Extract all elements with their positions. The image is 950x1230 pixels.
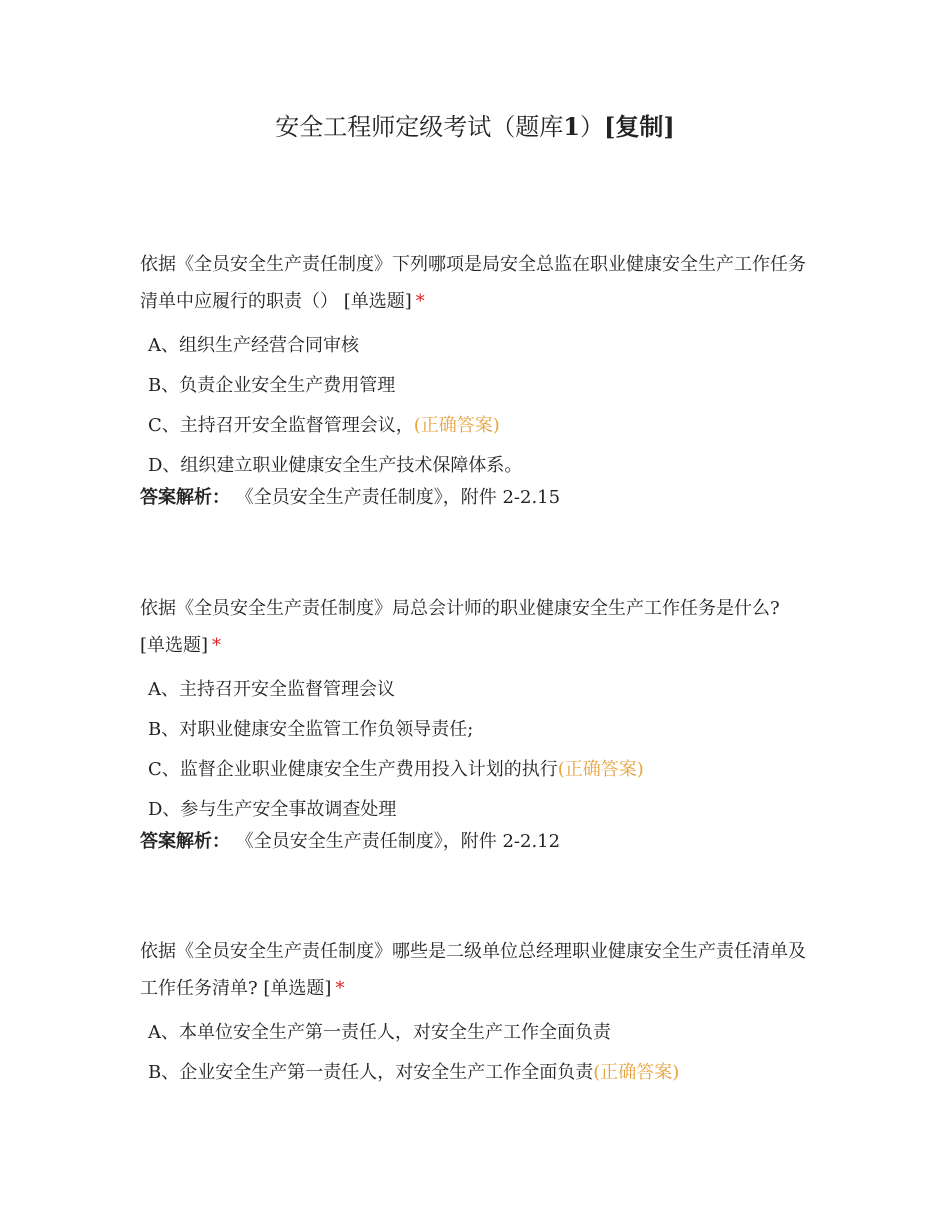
required-mark: * <box>335 978 345 999</box>
analysis-text: 《全员安全生产责任制度》，附件 2-2.15 <box>235 487 561 508</box>
analysis-text: 《全员安全生产责任制度》，附件 2-2.12 <box>235 831 561 852</box>
question-type: [单选题] <box>140 635 209 656</box>
option-text: B、企业安全生产第一责任人，对安全生产工作全面负责 <box>148 1062 594 1083</box>
question-type: [单选题] <box>263 978 332 999</box>
analysis-label: 答案解析： <box>140 831 230 852</box>
required-mark: * <box>212 635 222 656</box>
option-a <box>140 670 820 710</box>
question-type: [单选题] <box>343 291 412 312</box>
title-close-paren: ） <box>579 113 604 141</box>
title-suffix: [复制] <box>603 112 675 141</box>
question-stem: 依据《全员安全生产责任制度》局总会计师的职业健康安全生产工作任务是什么? <box>140 598 780 619</box>
question-text <box>140 590 820 664</box>
option-d <box>140 790 820 830</box>
analysis-label: 答案解析： <box>140 487 230 508</box>
option-b <box>140 366 820 406</box>
option-text: D、参与生产安全事故调查处理 <box>148 799 397 820</box>
option-text: D、组织建立职业健康安全生产技术保障体系。 <box>148 455 523 476</box>
title-main: 安全工程师定级考试（题库 <box>275 113 564 141</box>
option-c <box>140 750 820 790</box>
correct-answer-label: (正确答案) <box>413 415 500 436</box>
question-3 <box>140 933 820 1093</box>
correct-answer-label: (正确答案) <box>593 1062 680 1083</box>
question-stem: 依据《全员安全生产责任制度》下列哪项是局安全总监在职业健康安全生产工作任务清单中应履行的职责（） <box>140 254 806 312</box>
option-text: A、组织生产经营合同审核 <box>148 335 359 356</box>
question-stem: 依据《全员安全生产责任制度》哪些是二级单位总经理职业健康安全生产责任清单及工作任务清单? <box>140 941 806 999</box>
option-c <box>140 406 820 446</box>
question-text <box>140 246 820 320</box>
correct-answer-label: (正确答案) <box>557 759 644 780</box>
page-title <box>0 110 950 144</box>
title-number: 1 <box>563 112 580 141</box>
answer-analysis <box>140 486 820 510</box>
answer-analysis <box>140 830 820 854</box>
required-mark: * <box>415 291 425 312</box>
option-text: A、主持召开安全监督管理会议 <box>148 679 395 700</box>
option-text: B、负责企业安全生产费用管理 <box>148 375 396 396</box>
option-text: C、监督企业职业健康安全生产费用投入计划的执行 <box>148 759 558 780</box>
question-1 <box>140 246 820 510</box>
option-a <box>140 326 820 366</box>
option-text: C、主持召开安全监督管理会议， <box>148 415 414 436</box>
option-a <box>140 1013 820 1053</box>
option-b <box>140 710 820 750</box>
option-text: A、本单位安全生产第一责任人，对安全生产工作全面负责 <box>148 1022 611 1043</box>
question-text <box>140 933 820 1007</box>
option-b <box>140 1053 820 1093</box>
option-d <box>140 446 820 486</box>
question-2 <box>140 590 820 854</box>
option-text: B、对职业健康安全监管工作负领导责任; <box>148 719 474 740</box>
